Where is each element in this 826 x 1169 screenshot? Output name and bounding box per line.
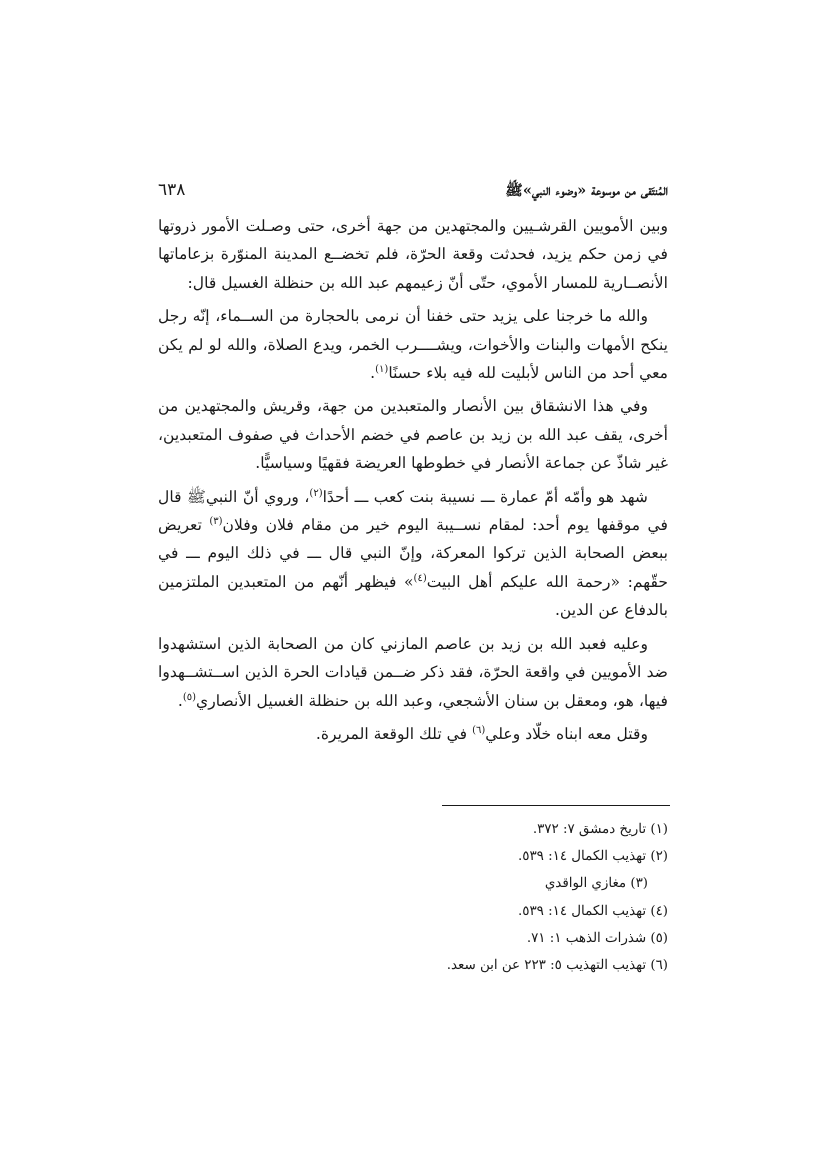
footnote-marker: (١) bbox=[375, 363, 389, 375]
footnote-entry: (٦) تهذيب التهذيب ٥: ٢٢٣ عن ابن سعد. bbox=[446, 958, 668, 974]
footnote-entry: (٢) تهذيب الكمال ١٤: ٥٣٩. bbox=[518, 849, 668, 865]
paragraph-text: وفي هذا الانشقاق بين الأنصار والمتعبدين من جهة، وقريش والمجتهدين من أخرى، يقف عبد الله بن زيد بن عاصم في خضم الأحداث في صفوف المتعبدين، غير شاذّ عن جماعة الأنصار في خطوطها العريضة فقهيًا وسياسيًّا. bbox=[158, 397, 668, 473]
footnote-marker: (٥) bbox=[182, 691, 197, 703]
paragraph bbox=[158, 302, 668, 387]
paragraph-text: وبين الأمويين القرشـيين والمجتهدين من جهة أخرى، حتى وصـلت الأمور ذروتها في زمن حكم يزيد، فحدثت وقعة الحرّة، فلم تخضــع المدينة المنوّرة بزعاماتها الأنصــارية للمسار الأموي، حتّى أنّ زعيمهم عبد الله بن حنظلة الغسيل قال: bbox=[158, 217, 668, 292]
footnote-entry: (٣) مغازي الواقدي bbox=[544, 876, 648, 892]
footnote-marker: (٤) bbox=[413, 572, 427, 584]
paragraph bbox=[158, 392, 668, 477]
footnote-entry: (٤) تهذيب الكمال ١٤: ٥٣٩. bbox=[518, 903, 668, 919]
paragraph bbox=[158, 720, 668, 748]
paragraph-text: تعريض ببعض الصحابة الذين تركوا المعركة، وإنّ النبي قال ـــ في ذلك اليوم ـــ في حقّهم: «رحمة الله عليكم أهل البيت bbox=[158, 516, 668, 591]
paragraph bbox=[158, 212, 668, 297]
page-number: ٦٣٨ bbox=[158, 180, 186, 200]
paragraph-text: والله ما خرجنا على يزيد حتى خفنا أن نرمى بالحجارة من الســماء، إنّه رجل ينكح الأمهات والبنات والأخوات، ويشــــرب الخمر، ويدع الصلاة، والله لو لم يكن معي أحد من الناس لأبليت لله فيه بلاء حسنًا bbox=[158, 307, 668, 383]
footnote-entry: (٥) شذرات الذهب ١: ٧١. bbox=[526, 930, 668, 946]
paragraph-text: ، وروي أنّ النبيﷺ قال في موقفها يوم أحد: لمقام نســيبة اليوم خير من مقام فلان وفلان bbox=[158, 487, 668, 535]
main-text bbox=[158, 212, 668, 753]
paragraph-text: في تلك الوقعة المريرة. bbox=[315, 724, 473, 743]
page-header bbox=[158, 180, 668, 208]
footnote-marker: (٦) bbox=[472, 724, 486, 736]
footnote-entry: (١) تاريخ دمشق ٧: ٣٧٢. bbox=[532, 822, 668, 837]
paragraph-text: » فيظهر أنّهم من المتعبدين الملتزمين بالدفاع عن الدين. bbox=[158, 572, 668, 620]
paragraph bbox=[158, 630, 668, 715]
footnote-marker: (٣) bbox=[209, 515, 223, 527]
paragraph-text: . bbox=[177, 691, 183, 710]
footnotes bbox=[158, 816, 668, 979]
footnote-marker: (٢) bbox=[309, 487, 323, 499]
paragraph-text: وعليه فعبد الله بن زيد بن عاصم المازني كان من الصحابة الذين استشهدوا ضد الأمويين في واقعة الحرّة، فقد ذكر ضــمن قيادات الحرة الذين اســتشــهدوا فيها، هو، ومعقل بن سنان الأشجعي، وعبد الله بن حنظلة الغسيل الأنصاري bbox=[158, 634, 668, 710]
running-title: المُنتَقى من موسوعة «وضوء النبي»ﷺ bbox=[505, 182, 668, 199]
paragraph bbox=[158, 483, 668, 625]
paragraph-text: شهد هو وأمّه أمّ عمارة ـــ نسيبة بنت كعب ـــ أحدًا bbox=[322, 487, 648, 506]
footnote-divider bbox=[442, 805, 670, 806]
paragraph-text: . bbox=[370, 364, 376, 383]
paragraph-text: وقتل معه ابناه خلّاد وعلي bbox=[485, 724, 648, 743]
